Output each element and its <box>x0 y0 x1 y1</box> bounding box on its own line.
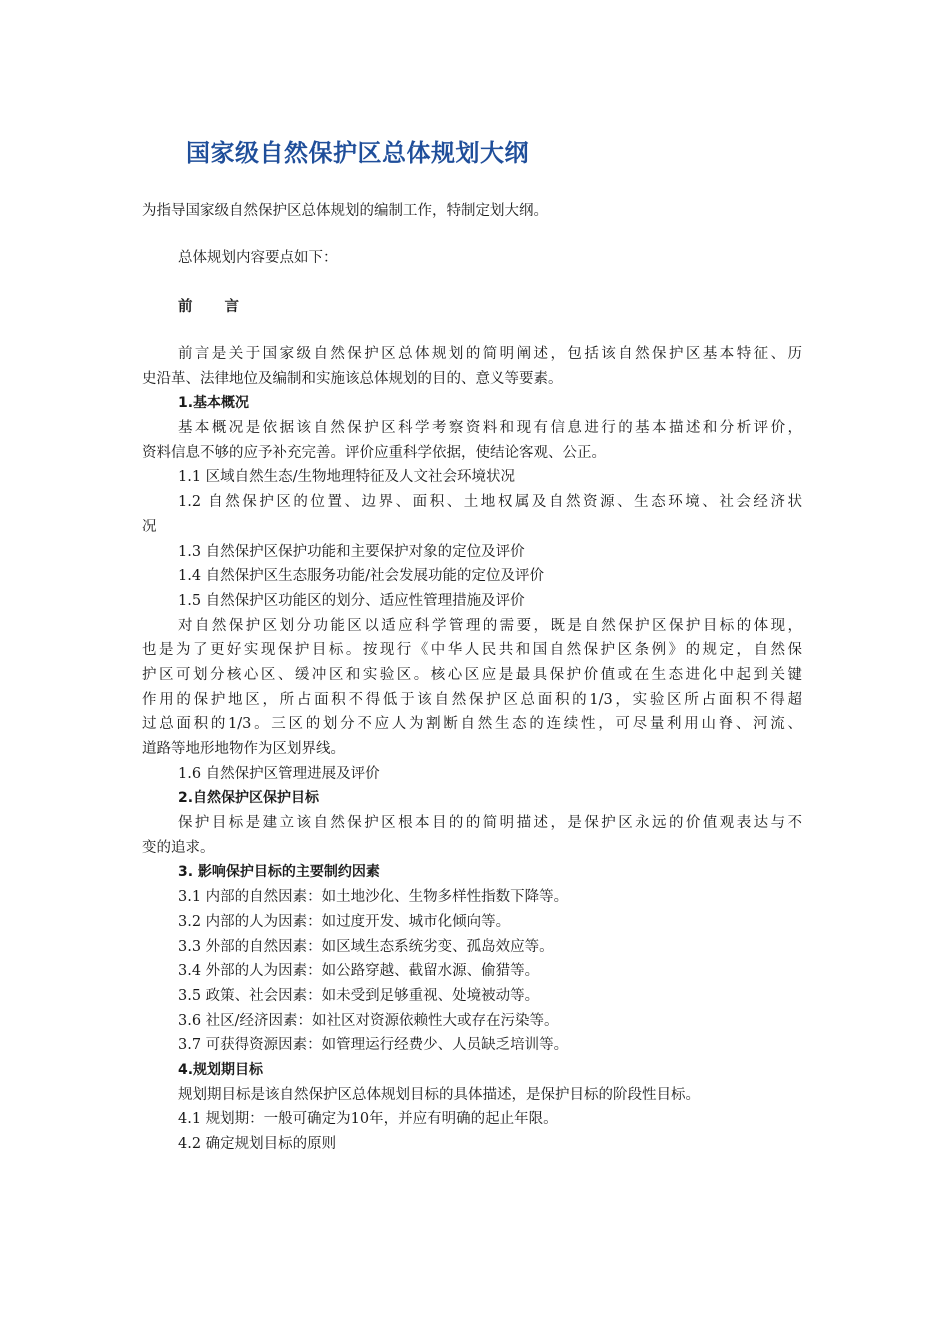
section-1-1: 1.1 区域自然生态/生物地理特征及人文社会环境状况 <box>178 469 516 486</box>
section-1-heading: 1.基本概况 <box>178 395 250 412</box>
section-1-5-paragraph-line: 护区可划分核心区、缓冲区和实验区。核心区应是最具保护价值或在生态进化中起到关键 <box>142 666 802 683</box>
preface-heading <box>178 295 239 316</box>
preface-heading-char-1: 前 <box>178 298 193 315</box>
section-4-2: 4.2 确定规划目标的原则 <box>178 1136 337 1152</box>
section-1-2-line: 况 <box>142 518 157 535</box>
preface-heading-char-2: 言 <box>224 298 239 315</box>
section-1-4: 1.4 自然保护区生态服务功能/社会发展功能的定位及评价 <box>178 568 545 585</box>
section-2-heading: 2.自然保护区保护目标 <box>178 790 320 807</box>
preface-paragraph-line: 前言是关于国家级自然保护区总体规划的简明阐述，包括该自然保护区基本特征、历 <box>178 346 802 362</box>
section-1-5-paragraph-line: 也是为了更好实现保护目标。按现行《中华人民共和国自然保护区条例》的规定，自然保 <box>142 642 802 659</box>
document-body <box>142 342 802 1157</box>
section-1-paragraph-line: 基本概况是依据该自然保护区科学考察资料和现有信息进行的基本描述和分析评价， <box>178 420 802 437</box>
section-1-5-paragraph-line: 过总面积的1/3。三区的划分不应人为割断自然生态的连续性，可尽量利用山脊、河流、 <box>142 716 802 733</box>
section-1-5-paragraph-line: 道路等地形地物作为区划界线。 <box>142 741 345 757</box>
document-title: 国家级自然保护区总体规划大纲 <box>186 139 529 167</box>
section-4-heading: 4.规划期目标 <box>178 1061 264 1078</box>
section-3-2: 3.2 内部的人为因素：如过度开发、城市化倾向等。 <box>178 913 511 930</box>
section-2-paragraph-line: 保护目标是建立该自然保护区根本目的的简明描述，是保护区永远的价值观表达与不 <box>178 815 802 832</box>
section-1-5: 1.5 自然保护区功能区的划分、适应性管理措施及评价 <box>178 592 525 609</box>
preface-paragraph-line: 史沿革、法律地位及编制和实施该总体规划的目的、意义等要素。 <box>142 370 563 387</box>
section-3-6: 3.6 社区/经济因素：如社区对资源依赖性大或存在污染等。 <box>178 1012 559 1029</box>
section-3-heading: 3. 影响保护目标的主要制约因素 <box>178 864 380 881</box>
section-4-paragraph: 规划期目标是该自然保护区总体规划目标的具体描述，是保护目标的阶段性目标。 <box>178 1086 700 1103</box>
section-3-7: 3.7 可获得资源因素：如管理运行经费少、人员缺乏培训等。 <box>178 1037 569 1054</box>
section-1-5-paragraph-line: 作用的保护地区，所占面积不得低于该自然保护区总面积的1/3，实验区所占面积不得超 <box>142 691 802 708</box>
intro-paragraph: 为指导国家级自然保护区总体规划的编制工作，特制定划大纲。 <box>142 203 548 219</box>
summary-line: 总体规划内容要点如下： <box>178 250 338 266</box>
section-1-3: 1.3 自然保护区保护功能和主要保护对象的定位及评价 <box>178 543 525 560</box>
section-1-5-paragraph-line: 对自然保护区划分功能区以适应科学管理的需要，既是自然保护区保护目标的体现， <box>178 617 802 634</box>
section-3-3: 3.3 外部的自然因素：如区域生态系统劣变、孤岛效应等。 <box>178 938 554 955</box>
section-3-4: 3.4 外部的人为因素：如公路穿越、截留水源、偷猎等。 <box>178 963 540 980</box>
section-1-6: 1.6 自然保护区管理进展及评价 <box>178 765 380 782</box>
section-1-2-line: 1.2 自然保护区的位置、边界、面积、土地权属及自然资源、生态环境、社会经济状 <box>178 494 802 511</box>
section-4-1: 4.1 规划期：一般可确定为10年，并应有明确的起止年限。 <box>178 1111 558 1128</box>
section-2-paragraph-line: 变的追求。 <box>142 839 215 856</box>
section-3-1: 3.1 内部的自然因素：如土地沙化、生物多样性指数下降等。 <box>178 889 569 906</box>
section-1-paragraph-line: 资料信息不够的应予补充完善。评价应重科学依据，使结论客观、公正。 <box>142 444 606 461</box>
section-3-5: 3.5 政策、社会因素：如未受到足够重视、处境被动等。 <box>178 987 540 1004</box>
